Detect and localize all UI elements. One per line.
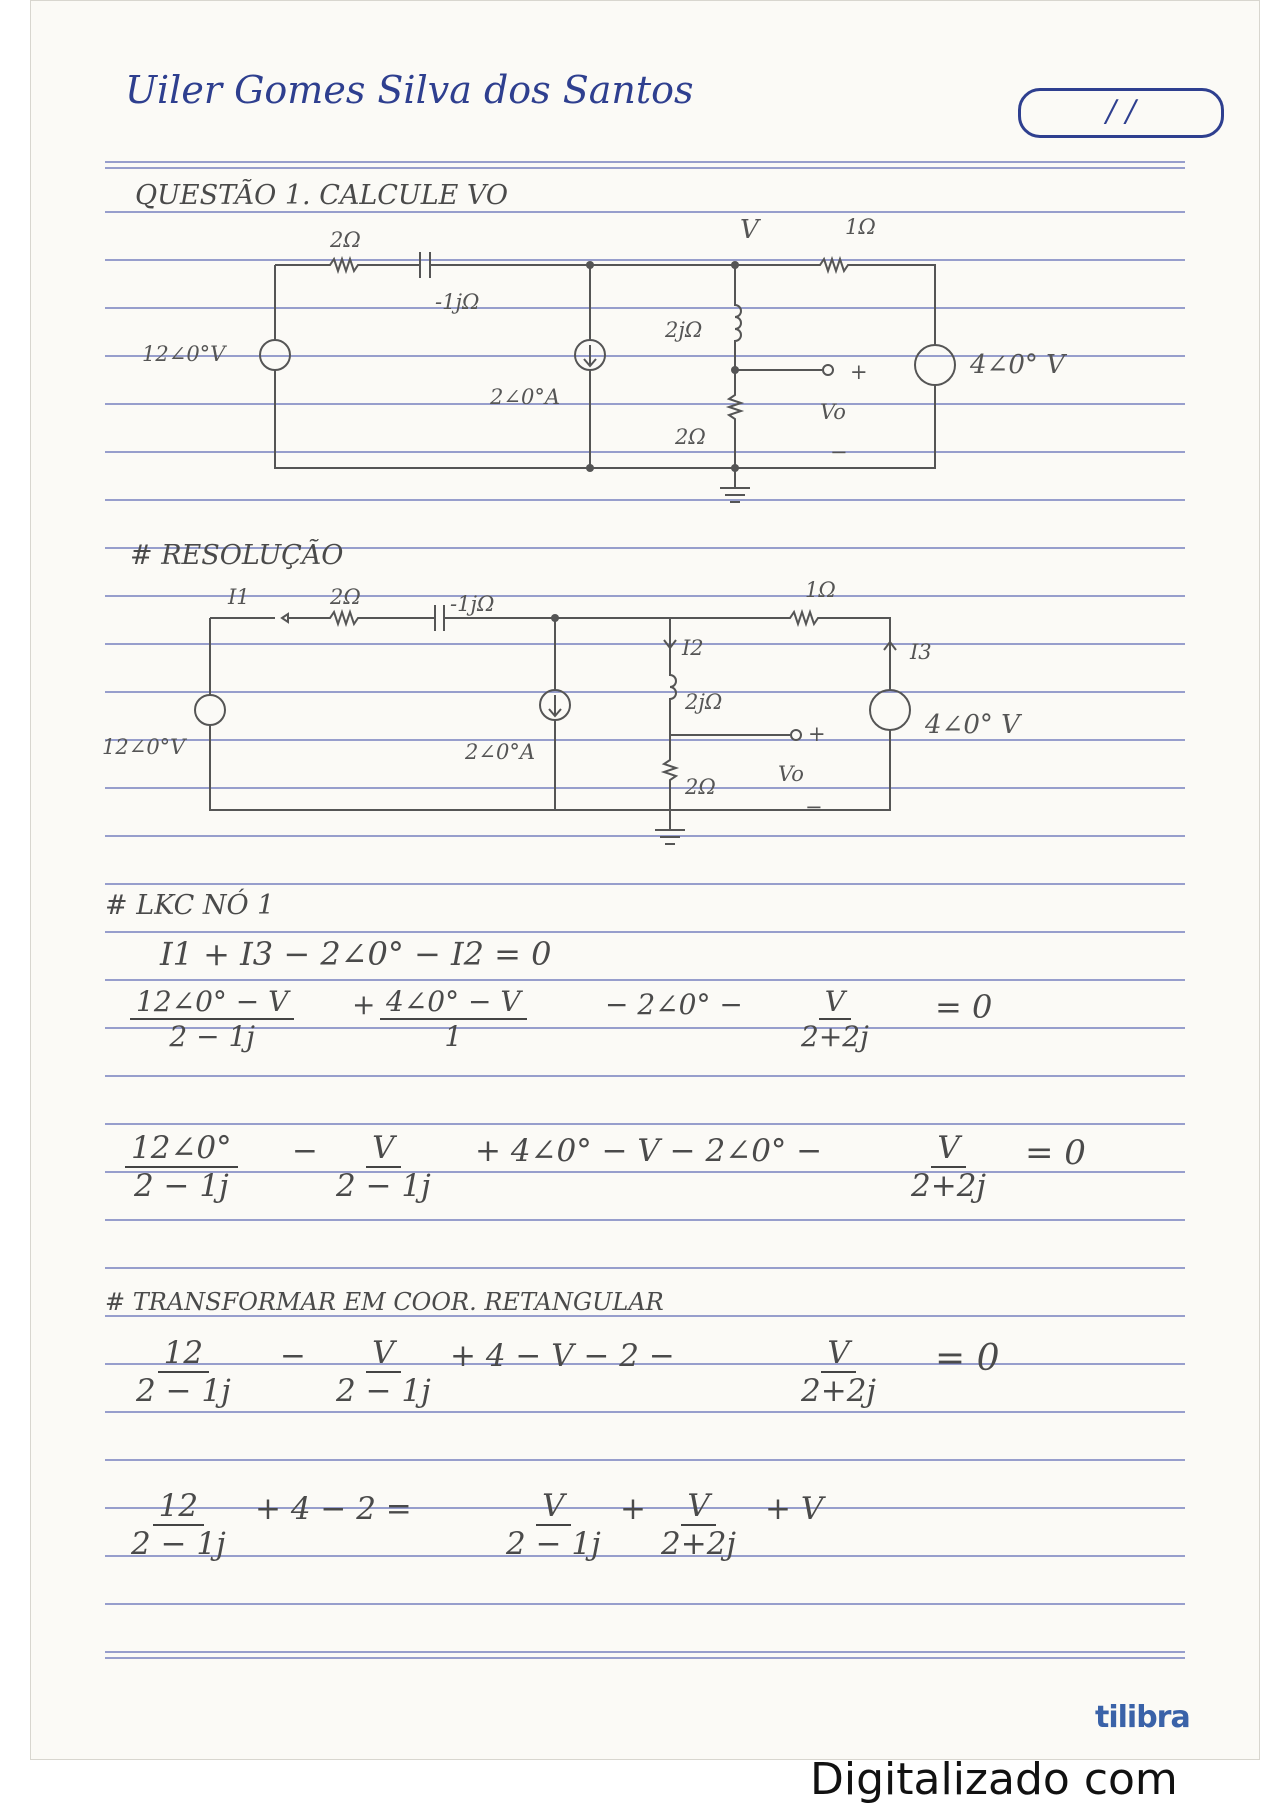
lkc-eq2-t3: − 2∠0° −: [605, 988, 743, 1021]
r-label-cap: -1jΩ: [450, 592, 495, 616]
tr-eq2-t2-num: V: [536, 1488, 570, 1526]
r-label-vo: Vo: [778, 762, 804, 786]
q-label-cap: -1jΩ: [435, 290, 480, 314]
lkc-eq2-term1: [130, 985, 294, 1053]
r-label-r2: 2Ω: [330, 585, 361, 609]
resolution-title: # RESOLUÇÃO: [130, 540, 344, 571]
tr-eq1-op1: −: [280, 1338, 306, 1374]
r-label-i3: I3: [910, 640, 932, 664]
lkc-eq1: I1 + I3 − 2∠0° − I2 = 0: [160, 935, 552, 973]
q-label-src-current: 2∠0°A: [490, 385, 560, 409]
page-number-badge: [1018, 88, 1224, 138]
q-label-r1: 1Ω: [845, 215, 876, 239]
lkc-eq3-t1-num: 12∠0°: [125, 1130, 238, 1168]
q-label-src-left: 12∠0°V: [142, 342, 226, 366]
lkc-eq2-rhs: = 0: [935, 988, 993, 1026]
scan-watermark: Digitalizado com: [810, 1758, 1178, 1805]
author-name: Uiler Gomes Silva dos Santos: [125, 68, 694, 112]
q-label-ind: 2jΩ: [665, 318, 703, 342]
tr-eq1-term1: [130, 1335, 237, 1409]
q-label-vo: Vo: [820, 400, 846, 424]
tr-eq2-t3-num: V: [681, 1488, 715, 1526]
tr-eq1-rhs: = 0: [935, 1338, 1000, 1379]
tr-eq2-op: +: [620, 1491, 646, 1527]
tr-eq2-t3-den: 2+2j: [661, 1526, 737, 1562]
lkc-eq3-t3-num: V: [931, 1130, 965, 1168]
tr-eq1-t1-num: 12: [158, 1335, 209, 1373]
tr-eq2-term2: [500, 1488, 607, 1562]
r-label-src-current: 2∠0°A: [465, 740, 535, 764]
tr-eq2-tail: + V: [765, 1491, 824, 1527]
lkc-eq3-t2-num: V: [366, 1130, 400, 1168]
tr-eq1-t3-den: 2+2j: [801, 1373, 877, 1409]
q-label-src-right: 4∠0° V: [970, 350, 1065, 380]
lkc-eq3-t1-den: 2 − 1j: [133, 1168, 229, 1204]
lkc-title: # LKC NÓ 1: [105, 890, 275, 921]
circuit-resolution: [195, 605, 910, 844]
lkc-eq3-term3: [905, 1130, 992, 1204]
tr-eq2-t1-den: 2 − 1j: [131, 1526, 226, 1562]
lkc-eq3-term1: [125, 1130, 238, 1204]
lkc-eq2-t2-num: 4∠0° − V: [380, 985, 527, 1020]
r-label-ind: 2jΩ: [685, 690, 723, 714]
lkc-eq3-t3-den: 2+2j: [911, 1168, 987, 1204]
lkc-eq2-t1-num: 12∠0° − V: [130, 985, 294, 1020]
q-label-minus: −: [830, 440, 848, 464]
tr-eq1-term3: [795, 1335, 882, 1409]
lkc-eq2-t1-den: 2 − 1j: [169, 1020, 255, 1053]
lkc-eq3-op1: −: [292, 1133, 318, 1169]
lkc-eq3-rhs: = 0: [1025, 1133, 1086, 1173]
lkc-eq2-term4: [795, 985, 875, 1053]
r-label-plus: +: [808, 722, 826, 746]
r-label-minus: −: [805, 795, 823, 819]
tr-eq2-term3: [655, 1488, 742, 1562]
notebook-page: Uiler Gomes Silva dos Santos / / QUESTÃO 1. CALCULE VO 2Ω -1jΩ 1Ω V 12∠0°V 2∠0°A 2jΩ 2Ω 4∠0° V + Vo − # RESOLUÇÃO I1 2Ω -1jΩ 1Ω I2 I3 12∠0°V 2∠0°A 2jΩ 2Ω 4∠0° V + Vo − # LKC NÓ 1 I1 + I3 − 2∠0° − I2 = 0 $\frac{12\angle 0^\circ - V}{2 - 1j}$ + $\frac{4\angle 0^\circ - V}{1}$ − 2∠0° − $\frac{V}{2+2j}$ = 0 $\frac{12\angle 0^\circ}{2 - 1j}$ − $\frac{V}{2 - 1j}$ + 4∠0° − V − 2∠0° − $\frac{V}{2+2j}$ = 0 # TRANSFORMAR EM COOR. RETANGULAR $\frac{12}{2 - 1j}$ − $\frac{V}{2 - 1j}$ + 4 − V − 2 − $\frac{V}{2+2j}$ = 0 $\frac{12}{2 - 1j}$ + 4 − 2 = $\frac{V}{2 - 1j}$ + $\frac{V}{2+2j}$ + V tilibra: [30, 0, 1260, 1760]
r-label-i1: I1: [228, 585, 250, 609]
notebook-brand-logo: tilibra: [1095, 1700, 1190, 1735]
lkc-eq3-mid: + 4∠0° − V − 2∠0° −: [475, 1133, 823, 1169]
q-label-r-bottom: 2Ω: [675, 425, 706, 449]
tr-eq2-term1: [125, 1488, 232, 1562]
tr-eq2-mid: + 4 − 2 =: [255, 1491, 412, 1527]
q-label-node-v: V: [740, 215, 759, 245]
lkc-eq3-t2-den: 2 − 1j: [336, 1168, 431, 1204]
tr-eq1-t3-num: V: [821, 1335, 855, 1373]
r-label-src-left: 12∠0°V: [102, 735, 186, 759]
tr-eq1-mid: + 4 − V − 2 −: [450, 1338, 675, 1374]
question-title: QUESTÃO 1. CALCULE VO: [135, 180, 509, 211]
lkc-eq3-term2: [330, 1130, 437, 1204]
transform-title: # TRANSFORMAR EM COOR. RETANGULAR: [105, 1288, 664, 1316]
lkc-eq2-term2: [380, 985, 527, 1053]
r-label-r1: 1Ω: [805, 578, 836, 602]
r-label-src-right: 4∠0° V: [925, 710, 1020, 740]
tr-eq1-t1-den: 2 − 1j: [136, 1373, 231, 1409]
lkc-eq2-t4-num: V: [819, 985, 851, 1020]
tr-eq2-t1-num: 12: [153, 1488, 204, 1526]
q-label-r2: 2Ω: [330, 228, 361, 252]
q-label-plus: +: [850, 360, 868, 384]
lkc-eq2-t2-den: 1: [444, 1020, 463, 1053]
tr-eq1-t2-den: 2 − 1j: [336, 1373, 431, 1409]
tr-eq1-t2-num: V: [366, 1335, 400, 1373]
r-label-i2: I2: [682, 636, 704, 660]
lkc-eq2-t4-den: 2+2j: [801, 1020, 869, 1053]
tr-eq2-t2-den: 2 − 1j: [506, 1526, 601, 1562]
tr-eq1-term2: [330, 1335, 437, 1409]
r-label-r-bottom: 2Ω: [685, 775, 716, 799]
page-number: / /: [1106, 94, 1136, 129]
